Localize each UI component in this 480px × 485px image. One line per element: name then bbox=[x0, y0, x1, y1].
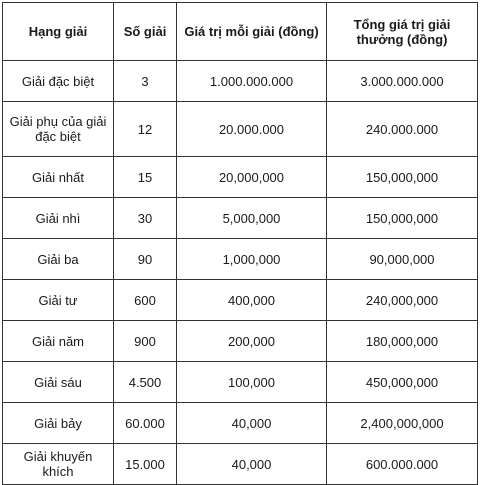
table-row bbox=[3, 61, 478, 102]
cell-prize-rank: Giải năm bbox=[3, 321, 114, 362]
cell-prize-value: 1.000.000.000 bbox=[177, 61, 327, 102]
cell-total-value: 2,400,000,000 bbox=[327, 403, 478, 444]
table-row bbox=[3, 321, 478, 362]
cell-total-value: 240.000.000 bbox=[327, 102, 478, 157]
table-row bbox=[3, 444, 478, 485]
cell-total-value: 90,000,000 bbox=[327, 239, 478, 280]
table-row bbox=[3, 362, 478, 403]
table-row bbox=[3, 102, 478, 157]
header-prize-rank: Hạng giải bbox=[3, 3, 114, 61]
cell-prize-value: 40,000 bbox=[177, 444, 327, 485]
cell-prize-count: 15 bbox=[114, 157, 177, 198]
cell-total-value: 240,000,000 bbox=[327, 280, 478, 321]
cell-prize-rank: Giải ba bbox=[3, 239, 114, 280]
cell-prize-rank: Giải nhì bbox=[3, 198, 114, 239]
table-row bbox=[3, 157, 478, 198]
cell-prize-rank: Giải bảy bbox=[3, 403, 114, 444]
cell-prize-count: 3 bbox=[114, 61, 177, 102]
cell-prize-count: 30 bbox=[114, 198, 177, 239]
header-total-value: Tổng giá trị giải thưởng (đồng) bbox=[327, 3, 478, 61]
cell-prize-rank: Giải tư bbox=[3, 280, 114, 321]
cell-prize-value: 20,000,000 bbox=[177, 157, 327, 198]
cell-prize-value: 40,000 bbox=[177, 403, 327, 444]
cell-prize-count: 4.500 bbox=[114, 362, 177, 403]
table-row bbox=[3, 403, 478, 444]
cell-prize-rank: Giải sáu bbox=[3, 362, 114, 403]
cell-prize-value: 100,000 bbox=[177, 362, 327, 403]
cell-prize-value: 200,000 bbox=[177, 321, 327, 362]
cell-prize-value: 400,000 bbox=[177, 280, 327, 321]
table-row bbox=[3, 198, 478, 239]
cell-prize-count: 12 bbox=[114, 102, 177, 157]
cell-total-value: 3.000.000.000 bbox=[327, 61, 478, 102]
cell-total-value: 150,000,000 bbox=[327, 157, 478, 198]
cell-prize-value: 5,000,000 bbox=[177, 198, 327, 239]
cell-prize-rank: Giải đặc biệt bbox=[3, 61, 114, 102]
table-row bbox=[3, 239, 478, 280]
table-header-row bbox=[3, 3, 478, 61]
header-prize-value: Giá trị mỗi giải (đồng) bbox=[177, 3, 327, 61]
prize-table bbox=[2, 2, 478, 485]
cell-total-value: 600.000.000 bbox=[327, 444, 478, 485]
cell-prize-rank: Giải nhất bbox=[3, 157, 114, 198]
table-row bbox=[3, 280, 478, 321]
cell-total-value: 150,000,000 bbox=[327, 198, 478, 239]
cell-total-value: 180,000,000 bbox=[327, 321, 478, 362]
cell-prize-count: 15.000 bbox=[114, 444, 177, 485]
cell-prize-count: 900 bbox=[114, 321, 177, 362]
header-prize-count: Số giải bbox=[114, 3, 177, 61]
cell-prize-value: 1,000,000 bbox=[177, 239, 327, 280]
cell-total-value: 450,000,000 bbox=[327, 362, 478, 403]
cell-prize-count: 600 bbox=[114, 280, 177, 321]
cell-prize-rank: Giải khuyến khích bbox=[3, 444, 114, 485]
cell-prize-rank: Giải phụ của giải đặc biệt bbox=[3, 102, 114, 157]
cell-prize-count: 60.000 bbox=[114, 403, 177, 444]
cell-prize-value: 20.000.000 bbox=[177, 102, 327, 157]
cell-prize-count: 90 bbox=[114, 239, 177, 280]
